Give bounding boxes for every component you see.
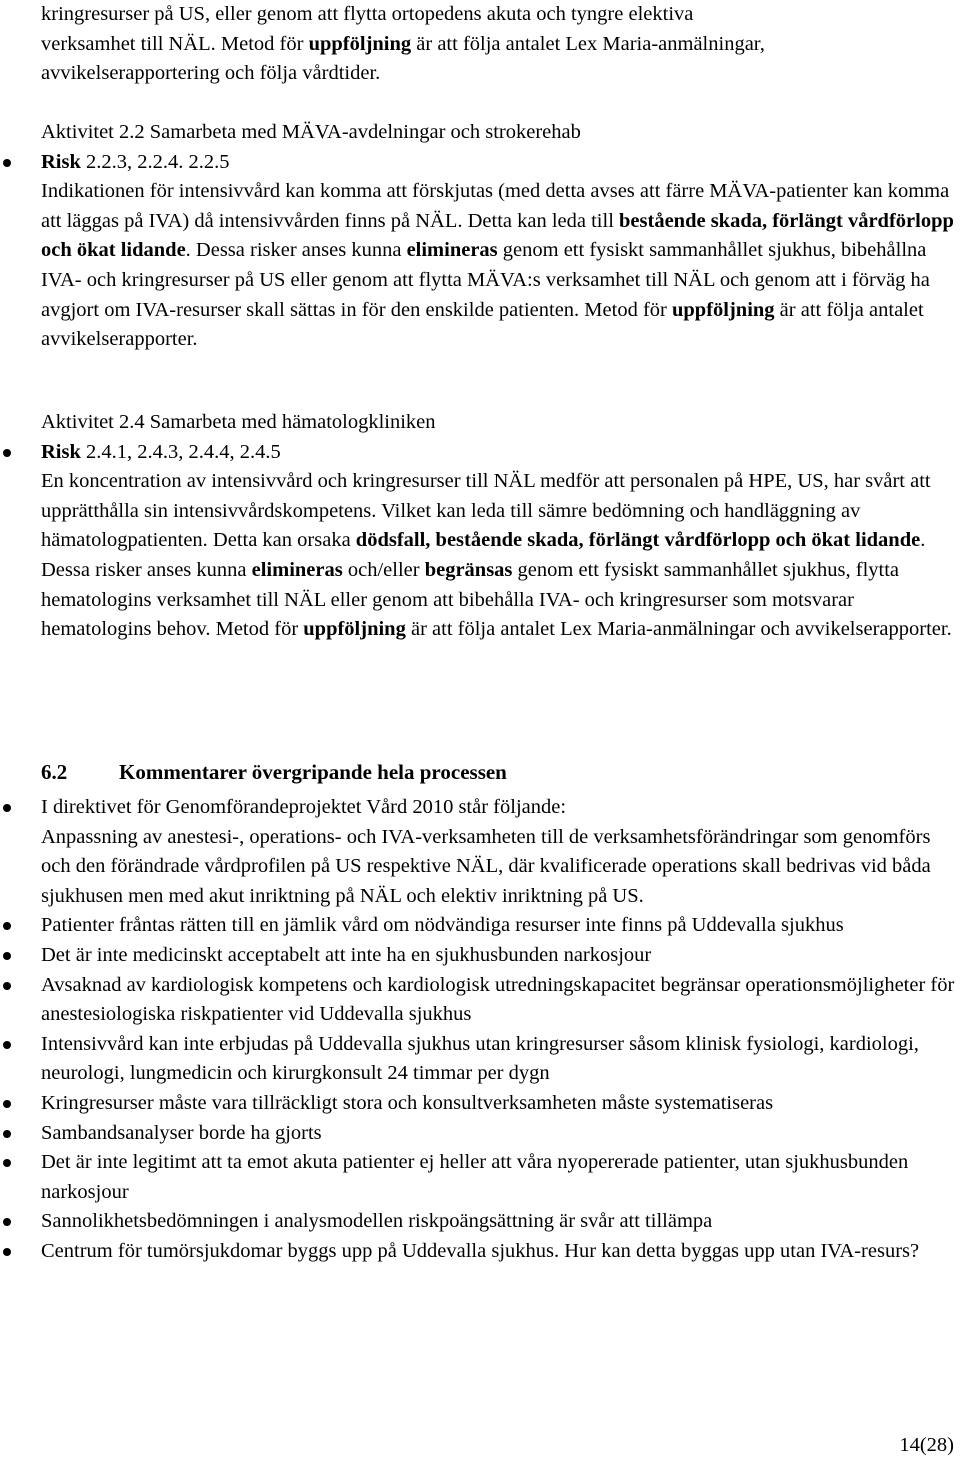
list-item: Det är inte medicinskt acceptabelt att inte ha en sjukhusbunden narkosjour xyxy=(41,941,956,971)
list-item: Sannolikhetsbedömningen i analysmodellen riskpoängsättning är svår att tillämpa xyxy=(41,1207,956,1237)
risk-refs: 2.2.3, 2.2.4. 2.2.5 xyxy=(80,150,230,173)
page-number: 14(28) xyxy=(899,1434,954,1456)
bullet-icon xyxy=(3,1041,11,1049)
risk-refs: 2.4.1, 2.4.3, 2.4.4, 2.4.5 xyxy=(80,440,281,463)
bullet-icon xyxy=(3,1218,11,1226)
bullet-icon xyxy=(3,982,11,990)
list-item: Centrum för tumörsjukdomar byggs upp på Uddevalla sjukhus. Hur kan detta byggas upp utan IVA-resurs? xyxy=(41,1237,956,1267)
activity-2-2 xyxy=(41,118,956,355)
list-item: I direktivet för Genomförandeprojektet Vård 2010 står följande: Anpassning av anestesi-, operations- och IVA-verksamheten till de verksamhetsförändringar som genomförs och den förändrade vårdprofilen på US respektive NÄL, där kvalificerade operations skall bedrivas vid båda sjukhusen men med akut inriktning på NÄL och elektiv inriktning på US. xyxy=(41,793,956,911)
list-item: Kringresurser måste vara tillräckligt stora och konsultverksamheten måste systematiseras xyxy=(41,1089,956,1119)
bullet-icon xyxy=(3,804,11,812)
list-item: Sambandsanalyser borde ha gjorts xyxy=(41,1119,956,1149)
activity-2-4-title: Aktivitet 2.4 Samarbeta med hämatologkliniken xyxy=(41,411,436,433)
bullet-icon xyxy=(3,1130,11,1138)
bullet-icon xyxy=(3,1248,11,1256)
bullet-icon xyxy=(3,952,11,960)
activity-2-4 xyxy=(41,408,956,645)
activity-2-2-body: Indikationen för intensivvård kan komma att förskjutas (med detta avses att färre MÄVA-patienter kan komma att läggas på IVA) då intensivvården finns på NÄL. Detta kan leda till bestående skada, förlängt vårdförlopp och ökat lidande. Dessa risker anses kunna elimineras genom ett fysiskt sammanhållet sjukhus, bibehållna IVA- och kringresurser på US eller genom att flytta MÄVA:s verksamhet till NÄL och genom att i förväg ha avgjort om IVA-resurser skall sättas in för den enskilde patienten. Metod för uppföljning är att följa antalet avvikelserapporter. xyxy=(41,180,954,351)
bullet-icon xyxy=(3,1159,11,1167)
activity-2-4-risk-item xyxy=(41,438,956,645)
intro-line1: kringresurser på US, eller genom att flytta ortopedens akuta och tyngre elektiva xyxy=(41,3,694,25)
section-heading xyxy=(41,757,507,787)
activity-2-2-title: Aktivitet 2.2 Samarbeta med MÄVA-avdelningar och strokerehab xyxy=(41,121,581,143)
list-item: Patienter fråntas rätten till en jämlik vård om nödvändiga resurser inte finns på Uddevalla sjukhus xyxy=(41,911,956,941)
intro-line2-pre: verksamhet till NÄL. Metod för xyxy=(41,32,309,55)
section-title: Kommentarer övergripande hela processen xyxy=(119,760,507,784)
risk-label: Risk xyxy=(41,150,81,173)
list-item: Det är inte legitimt att ta emot akuta patienter ej heller att våra nyopererade patienter, utan sjukhusbunden narkosjour xyxy=(41,1148,956,1207)
activity-2-2-risk-item xyxy=(41,148,956,355)
comments-list xyxy=(41,793,956,1267)
bullet-icon xyxy=(3,449,11,457)
bullet-icon xyxy=(3,159,11,167)
list-item: Avsaknad av kardiologisk kompetens och kardiologisk utredningskapacitet begränsar operationsmöjligheter för anestesiologiska riskpatienter vid Uddevalla sjukhus xyxy=(41,971,956,1030)
risk-label: Risk xyxy=(41,440,81,463)
bullet-icon xyxy=(3,922,11,930)
intro-line2-post: är att följa antalet Lex Maria-anmälningar, xyxy=(411,32,765,55)
bullet-icon xyxy=(3,1100,11,1108)
directive-quote: Anpassning av anestesi-, operations- och IVA-verksamheten till de verksamhetsförändringar som genomförs och den förändrade vårdprofilen på US respektive NÄL, där kvalificerade operations skall bedrivas vid båda sjukhusen men med akut inriktning på NÄL och elektiv inriktning på US. xyxy=(41,825,931,907)
intro-paragraph xyxy=(41,0,956,89)
section-number: 6.2 xyxy=(41,760,68,784)
intro-line2-bold: uppföljning xyxy=(308,32,412,55)
activity-2-4-body: En koncentration av intensivvård och kringresurser till NÄL medför att personalen på HPE, US, har svårt att upprätthålla sin intensivvårdskompetens. Vilket kan leda till sämre bedömning och handläggning av hämatologpatienten. Detta kan orsaka dödsfall, bestående skada, förlängt vårdförlopp och ökat lidande. Dessa risker anses kunna elimineras och/eller begränsas genom ett fysiskt sammanhållet sjukhus, flytta hematologins verksamhet till NÄL eller genom att bibehålla IVA- och kringresurser som motsvarar hematologins behov. Metod för uppföljning är att följa antalet Lex Maria-anmälningar och avvikelserapporter. xyxy=(41,470,952,641)
intro-line3: avvikelserapportering och följa vårdtider. xyxy=(41,62,381,85)
list-item: Intensivvård kan inte erbjudas på Uddevalla sjukhus utan kringresurser såsom klinisk fysiologi, kardiologi, neurologi, lungmedicin och kirurgkonsult 24 timmar per dygn xyxy=(41,1030,956,1089)
